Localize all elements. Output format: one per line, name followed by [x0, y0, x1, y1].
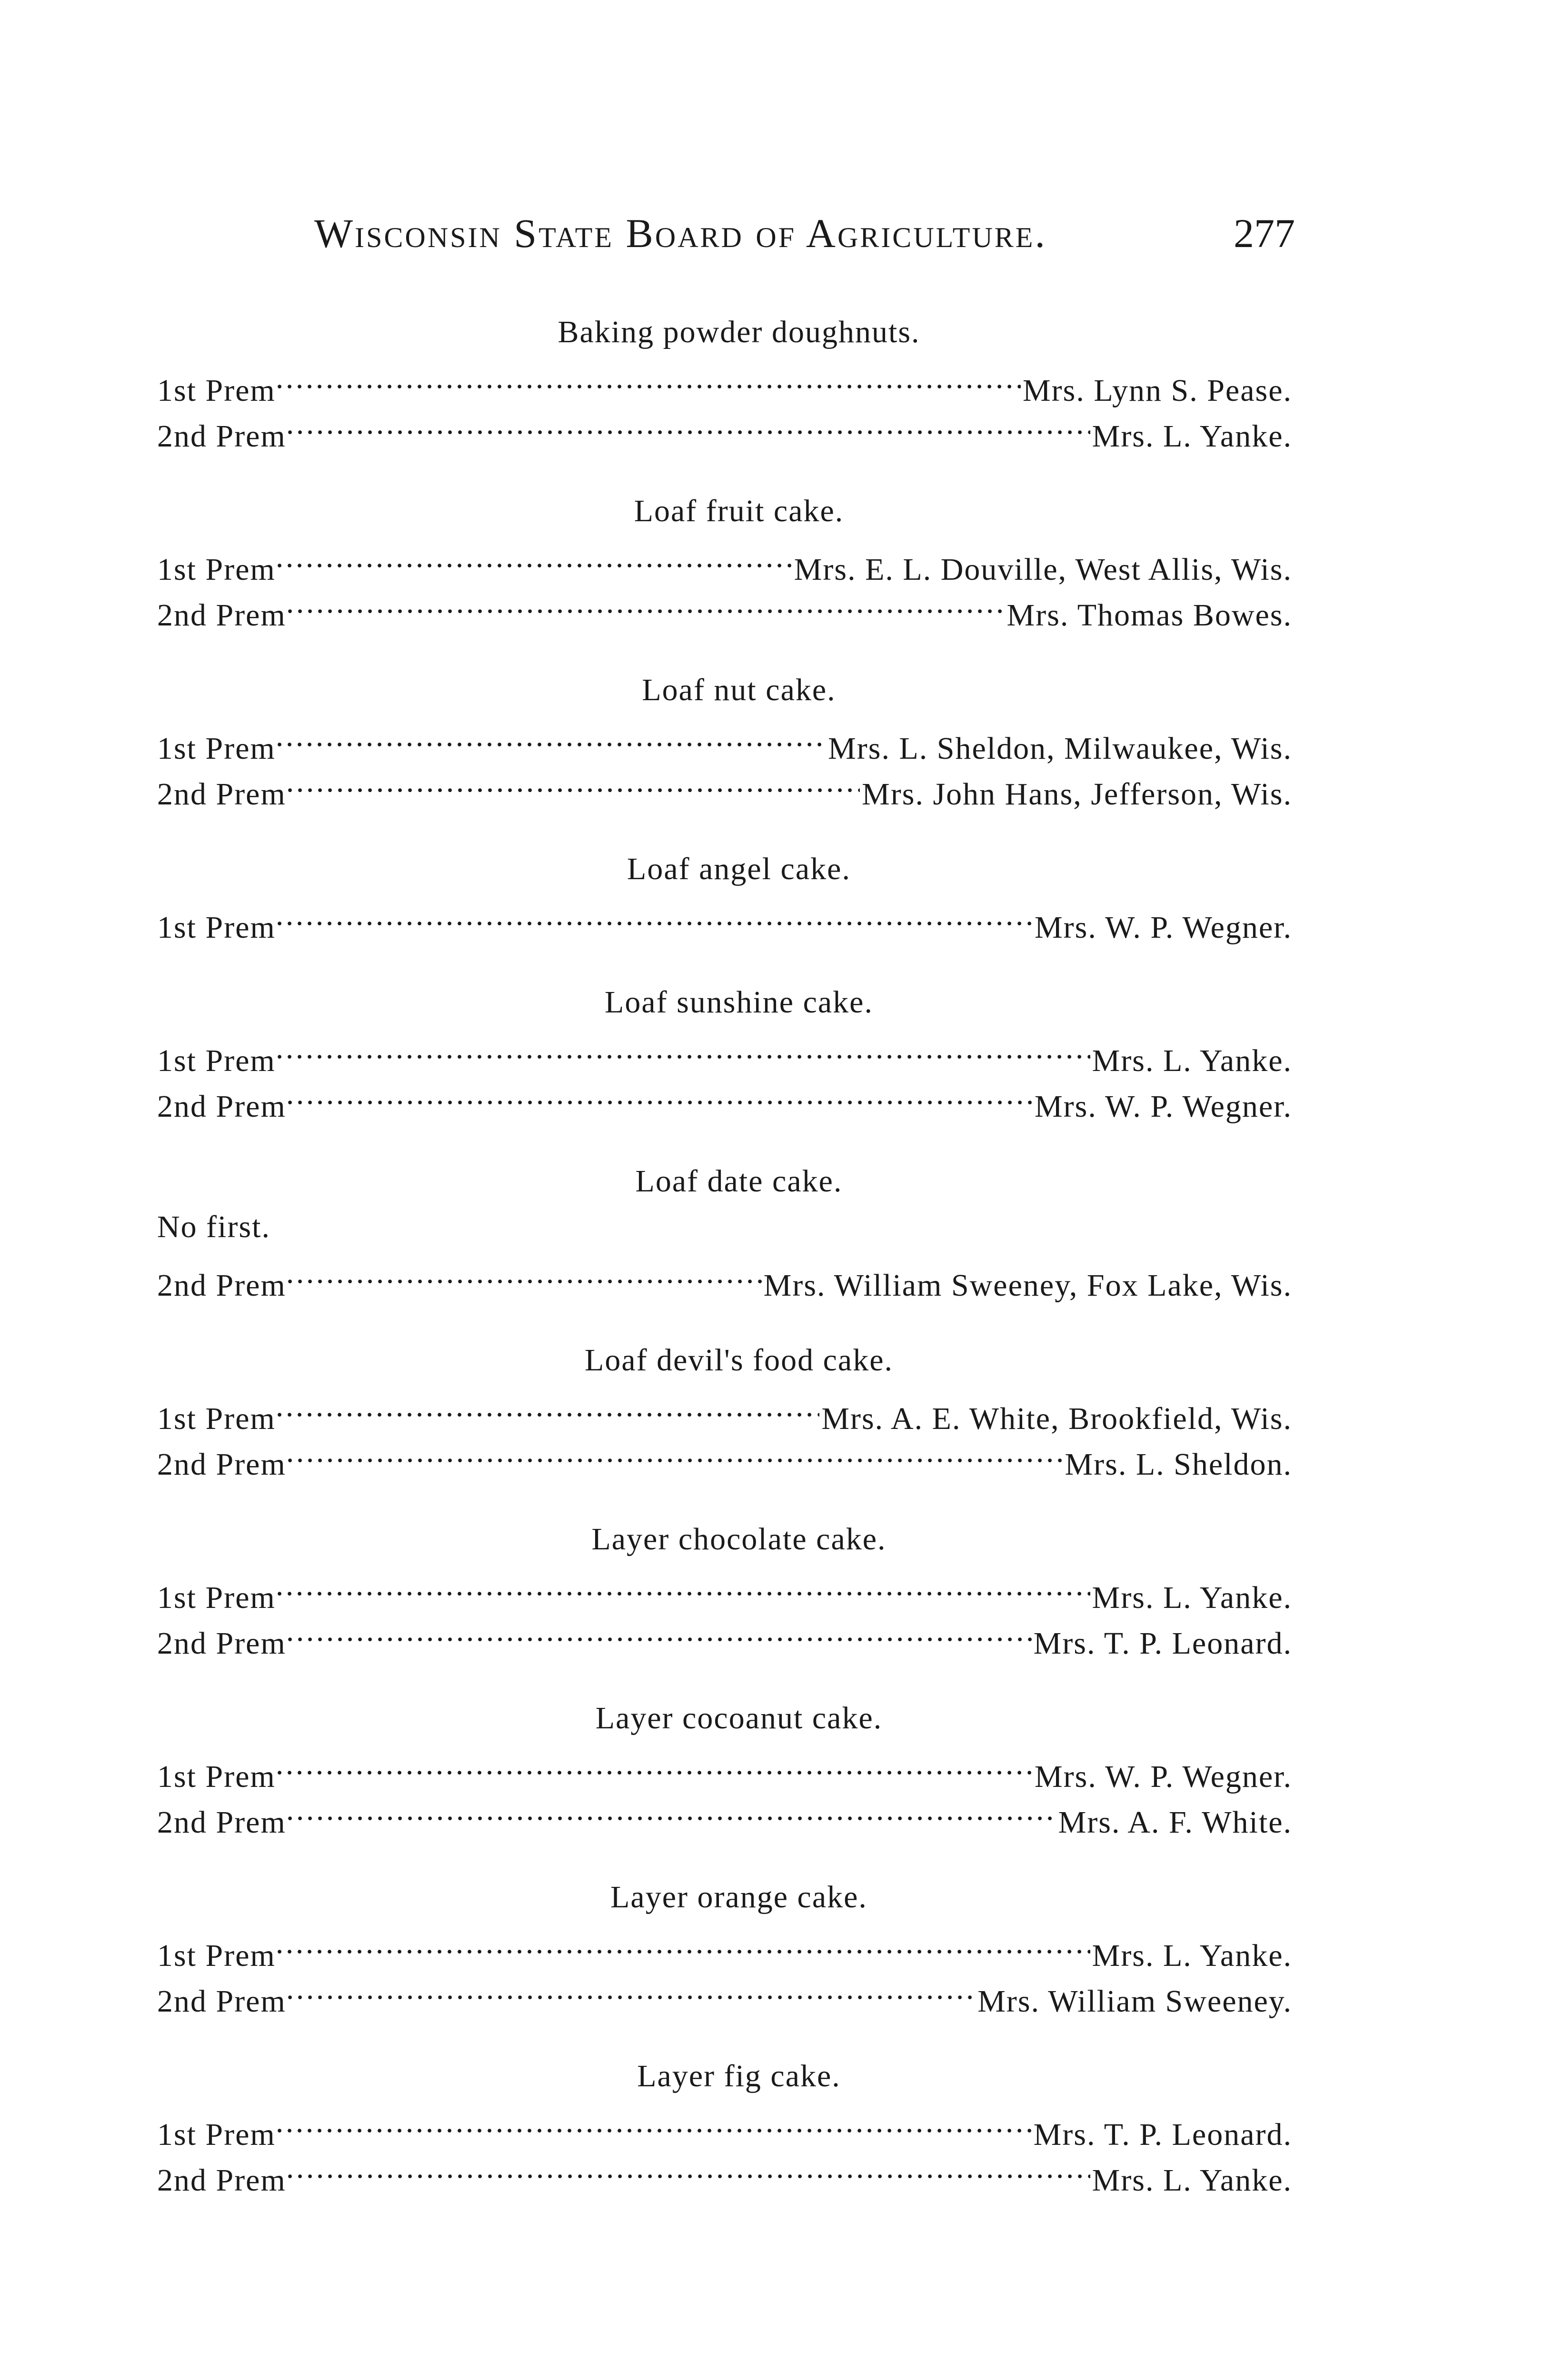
premium-entry — [157, 892, 1292, 945]
premium-entry — [157, 713, 1292, 766]
premium-winner: Mrs. W. P. Wegner. — [1033, 1084, 1292, 1130]
premium-label: 2nd Prem — [157, 419, 286, 454]
premium-entry — [157, 1562, 1292, 1615]
premium-winner: Mrs. L. Yanke. — [1090, 1038, 1292, 1084]
premium-label: 1st Prem — [157, 910, 276, 945]
premium-entry — [157, 1383, 1292, 1436]
dot-leader — [286, 401, 1090, 446]
premium-label: 1st Prem — [157, 1759, 276, 1794]
premium-label: 1st Prem — [157, 2117, 276, 2152]
premium-winner: Mrs. T. P. Leonard. — [1032, 2112, 1292, 2158]
premium-winner: Mrs. William Sweeney. — [976, 1979, 1292, 2024]
dot-leader — [286, 1966, 976, 2012]
section-loaf-fruit-cake — [157, 488, 1292, 633]
section-title: Loaf fruit cake. — [634, 494, 844, 528]
premium-label: 2nd Prem — [157, 1626, 286, 1661]
section-baking-powder-doughnuts — [157, 309, 1292, 454]
premium-label: 1st Prem — [157, 373, 276, 408]
section-title: Loaf devil's food cake. — [585, 1343, 893, 1378]
premium-label: 2nd Prem — [157, 1447, 286, 1482]
premium-winner: Mrs. W. P. Wegner. — [1033, 1754, 1292, 1800]
section-layer-fig-cake — [157, 2053, 1292, 2198]
premium-winner: Mrs. A. E. White, Brookfield, Wis. — [819, 1396, 1292, 1442]
dot-leader — [276, 355, 1021, 401]
section-layer-orange-cake — [157, 1874, 1292, 2019]
dot-leader — [286, 1071, 1033, 1117]
premium-winner: Mrs. John Hans, Jefferson, Wis. — [860, 772, 1292, 817]
section-loaf-nut-cake — [157, 667, 1292, 812]
section-title: Loaf sunshine cake. — [605, 985, 873, 1020]
dot-leader — [286, 1250, 762, 1296]
section-title: Loaf date cake. — [635, 1164, 843, 1199]
section-loaf-devils-food-cake — [157, 1338, 1292, 1482]
dot-leader — [286, 1608, 1032, 1654]
dot-leader — [286, 1787, 1056, 1833]
section-layer-chocolate-cake — [157, 1517, 1292, 1661]
premium-winner: Mrs. L. Yanke. — [1090, 414, 1292, 459]
premium-entry — [157, 1741, 1292, 1794]
premium-label: 1st Prem — [157, 1580, 276, 1615]
premium-winner: Mrs. L. Yanke. — [1090, 2158, 1292, 2203]
premium-winner: Mrs. L. Yanke. — [1090, 1933, 1292, 1979]
premium-label: 1st Prem — [157, 1401, 276, 1436]
dot-leader — [276, 1025, 1090, 1071]
premium-label: 1st Prem — [157, 731, 276, 766]
section-loaf-sunshine-cake — [157, 980, 1292, 1124]
premium-entry — [157, 1250, 1292, 1303]
dot-leader — [276, 534, 792, 580]
running-title: Wisconsin State Board of Agriculture. — [314, 210, 1047, 256]
premium-entry — [157, 1920, 1292, 1973]
premium-list — [157, 309, 1292, 2232]
premium-winner: Mrs. Thomas Bowes. — [1005, 593, 1292, 638]
section-loaf-angel-cake — [157, 846, 1292, 945]
running-head — [314, 209, 1295, 262]
premium-label: 2nd Prem — [157, 1089, 286, 1124]
premium-label: 2nd Prem — [157, 777, 286, 812]
premium-note-text: No first. — [157, 1210, 270, 1244]
premium-winner: Mrs. A. F. White. — [1056, 1800, 1292, 1845]
premium-label: 1st Prem — [157, 1938, 276, 1973]
premium-label: 2nd Prem — [157, 2163, 286, 2198]
section-title: Baking powder doughnuts. — [558, 315, 920, 349]
premium-label: 1st Prem — [157, 1043, 276, 1078]
dot-leader — [286, 2145, 1090, 2191]
dot-leader — [276, 713, 826, 759]
premium-entry — [157, 355, 1292, 408]
premium-winner: Mrs. T. P. Leonard. — [1032, 1621, 1292, 1666]
dot-leader — [276, 892, 1033, 938]
premium-label: 2nd Prem — [157, 598, 286, 633]
dot-leader — [276, 2099, 1032, 2145]
section-title: Layer cocoanut cake. — [595, 1701, 883, 1735]
section-title: Layer chocolate cake. — [591, 1522, 887, 1557]
premium-winner: Mrs. L. Sheldon, Milwaukee, Wis. — [826, 726, 1292, 772]
dot-leader — [276, 1920, 1090, 1966]
premium-label: 2nd Prem — [157, 1984, 286, 2019]
dot-leader — [276, 1741, 1033, 1787]
section-layer-cocoanut-cake — [157, 1696, 1292, 1840]
premium-winner: Mrs. William Sweeney, Fox Lake, Wis. — [762, 1263, 1292, 1309]
premium-entry — [157, 1025, 1292, 1078]
premium-label: 2nd Prem — [157, 1805, 286, 1840]
premium-label: 1st Prem — [157, 552, 276, 587]
section-title: Loaf angel cake. — [627, 852, 851, 886]
premium-winner: Mrs. W. P. Wegner. — [1033, 905, 1292, 951]
dot-leader — [276, 1562, 1090, 1608]
premium-entry — [157, 534, 1292, 587]
premium-winner: Mrs. Lynn S. Pease. — [1021, 368, 1292, 414]
premium-label: 2nd Prem — [157, 1268, 286, 1303]
dot-leader — [276, 1383, 819, 1429]
premium-winner: Mrs. E. L. Douville, West Allis, Wis. — [792, 547, 1292, 593]
premium-entry — [157, 2099, 1292, 2152]
section-title: Layer orange cake. — [610, 1880, 867, 1914]
premium-note — [157, 1204, 1292, 1250]
premium-winner: Mrs. L. Yanke. — [1090, 1575, 1292, 1621]
dot-leader — [286, 759, 860, 804]
section-title: Layer fig cake. — [637, 2059, 841, 2093]
premium-winner: Mrs. L. Sheldon. — [1063, 1442, 1293, 1488]
section-title: Loaf nut cake. — [642, 673, 836, 707]
section-loaf-date-cake — [157, 1159, 1292, 1303]
page-number: 277 — [1234, 210, 1295, 256]
